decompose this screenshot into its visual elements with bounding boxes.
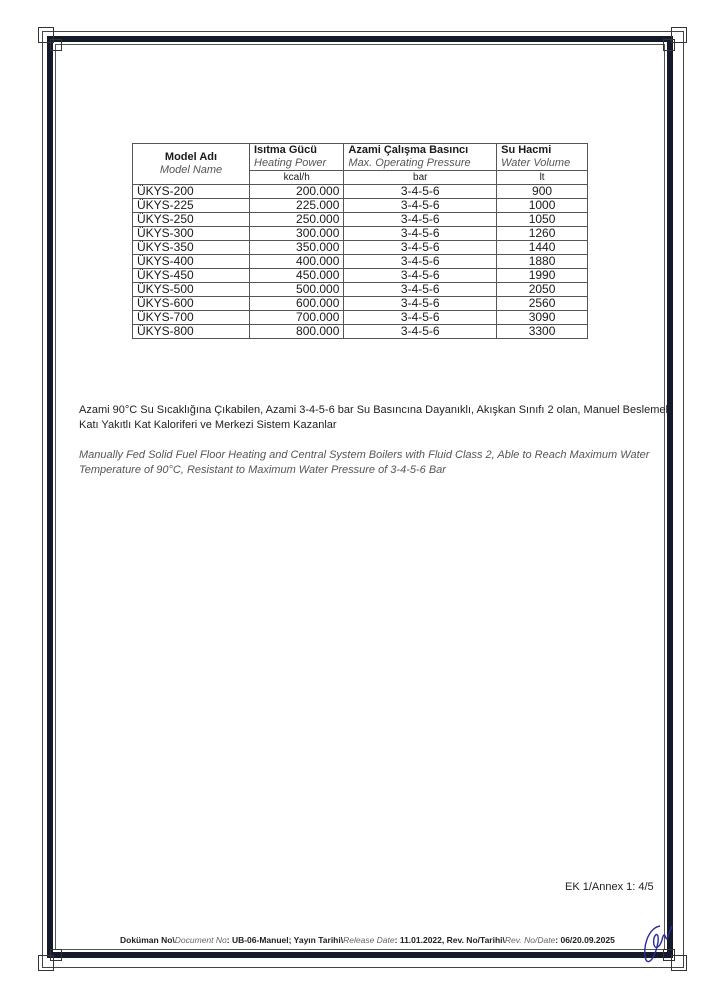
- annex-page-number: EK 1/Annex 1: 4/5: [565, 881, 654, 893]
- table-row: [133, 213, 588, 227]
- cell-power: 300.000: [250, 227, 344, 241]
- border-corner-ornament: [50, 949, 62, 961]
- cell-model: ÜKYS-250: [133, 213, 250, 227]
- cell-volume: 2560: [497, 297, 588, 311]
- header-volume: [497, 144, 588, 171]
- header-pressure: [344, 144, 497, 171]
- cell-power: 400.000: [250, 255, 344, 269]
- table-row: [133, 325, 588, 339]
- cell-pressure: 3-4-5-6: [344, 311, 497, 325]
- revision-label: Rev. No/Tarihi\: [446, 935, 505, 945]
- cell-model: ÜKYS-200: [133, 185, 250, 199]
- cell-volume: 1260: [497, 227, 588, 241]
- cell-power: 450.000: [250, 269, 344, 283]
- description-english: Manually Fed Solid Fuel Floor Heating and Central System Boilers with Fluid Class 2, Able to Reach Maximum Water Temperature of 90°C, Resistant to Maximum Water Pressure of 3-4-5-6 Bar: [79, 449, 650, 476]
- cell-power: 250.000: [250, 213, 344, 227]
- description-turkish: Azami 90°C Su Sıcaklığına Çıkabilen, Azami 3-4-5-6 bar Su Basıncına Dayanıklı, Akışkan Sınıfı 2 olan, Manuel Beslemeli Katı Yakıtlı Kat Kaloriferi ve Merkezi Sistem Kazanlar: [79, 404, 671, 431]
- specification-table: [132, 143, 588, 339]
- border-corner-ornament: [663, 39, 675, 51]
- table-row: [133, 297, 588, 311]
- header-pressure-en: Max. Operating Pressure: [348, 157, 471, 169]
- table-row: [133, 311, 588, 325]
- release-date-value: : 11.01.2022,: [394, 935, 447, 945]
- cell-pressure: 3-4-5-6: [344, 269, 497, 283]
- cell-power: 350.000: [250, 241, 344, 255]
- cell-pressure: 3-4-5-6: [344, 325, 497, 339]
- cell-model: ÜKYS-350: [133, 241, 250, 255]
- cell-pressure: 3-4-5-6: [344, 283, 497, 297]
- header-pressure-tr: Azami Çalışma Basıncı: [348, 144, 469, 156]
- cell-power: 500.000: [250, 283, 344, 297]
- cell-model: ÜKYS-400: [133, 255, 250, 269]
- doc-no-label-en: Document No: [174, 935, 227, 945]
- table-row: [133, 283, 588, 297]
- release-date-label: Yayın Tarihi\: [293, 935, 344, 945]
- table-row: [133, 185, 588, 199]
- cell-pressure: 3-4-5-6: [344, 227, 497, 241]
- cell-model: ÜKYS-600: [133, 297, 250, 311]
- cell-pressure: 3-4-5-6: [344, 241, 497, 255]
- revision-value: : 06/20.09.2025: [555, 935, 615, 945]
- table-row: [133, 255, 588, 269]
- cell-pressure: 3-4-5-6: [344, 185, 497, 199]
- cell-volume: 3300: [497, 325, 588, 339]
- cell-pressure: 3-4-5-6: [344, 213, 497, 227]
- cell-pressure: 3-4-5-6: [344, 255, 497, 269]
- cell-power: 700.000: [250, 311, 344, 325]
- unit-power: kcal/h: [250, 171, 344, 185]
- cell-power: 800.000: [250, 325, 344, 339]
- cell-power: 225.000: [250, 199, 344, 213]
- revision-label-en: Rev. No/Date: [504, 935, 556, 945]
- table-row: [133, 227, 588, 241]
- cell-pressure: 3-4-5-6: [344, 297, 497, 311]
- table-row: [133, 241, 588, 255]
- header-volume-tr: Su Hacmi: [501, 144, 552, 156]
- header-model-tr: Model Adı: [164, 151, 218, 163]
- doc-no-label: Doküman No\: [120, 935, 175, 945]
- header-power-tr: Isıtma Gücü: [254, 144, 317, 156]
- unit-volume: lt: [497, 171, 588, 185]
- unit-pressure: bar: [344, 171, 497, 185]
- cell-volume: 1050: [497, 213, 588, 227]
- border-corner-ornament: [50, 39, 62, 51]
- signature-icon: [638, 918, 678, 968]
- cell-volume: 900: [497, 185, 588, 199]
- table-row: [133, 199, 588, 213]
- cell-power: 200.000: [250, 185, 344, 199]
- cell-model: ÜKYS-300: [133, 227, 250, 241]
- table-row: [133, 269, 588, 283]
- cell-volume: 2050: [497, 283, 588, 297]
- header-power: [250, 144, 344, 171]
- document-footer: [120, 935, 615, 945]
- header-volume-en: Water Volume: [501, 157, 571, 169]
- cell-volume: 1000: [497, 199, 588, 213]
- cell-volume: 1880: [497, 255, 588, 269]
- cell-model: ÜKYS-700: [133, 311, 250, 325]
- cell-model: ÜKYS-800: [133, 325, 250, 339]
- cell-model: ÜKYS-225: [133, 199, 250, 213]
- cell-pressure: 3-4-5-6: [344, 199, 497, 213]
- header-power-en: Heating Power: [254, 157, 327, 169]
- header-model: [133, 144, 250, 185]
- header-model-en: Model Name: [159, 164, 223, 176]
- release-date-label-en: Release Date: [343, 935, 395, 945]
- cell-power: 600.000: [250, 297, 344, 311]
- cell-model: ÜKYS-450: [133, 269, 250, 283]
- cell-volume: 1990: [497, 269, 588, 283]
- cell-volume: 1440: [497, 241, 588, 255]
- doc-no-value: : UB-06-Manuel;: [226, 935, 294, 945]
- cell-model: ÜKYS-500: [133, 283, 250, 297]
- cell-volume: 3090: [497, 311, 588, 325]
